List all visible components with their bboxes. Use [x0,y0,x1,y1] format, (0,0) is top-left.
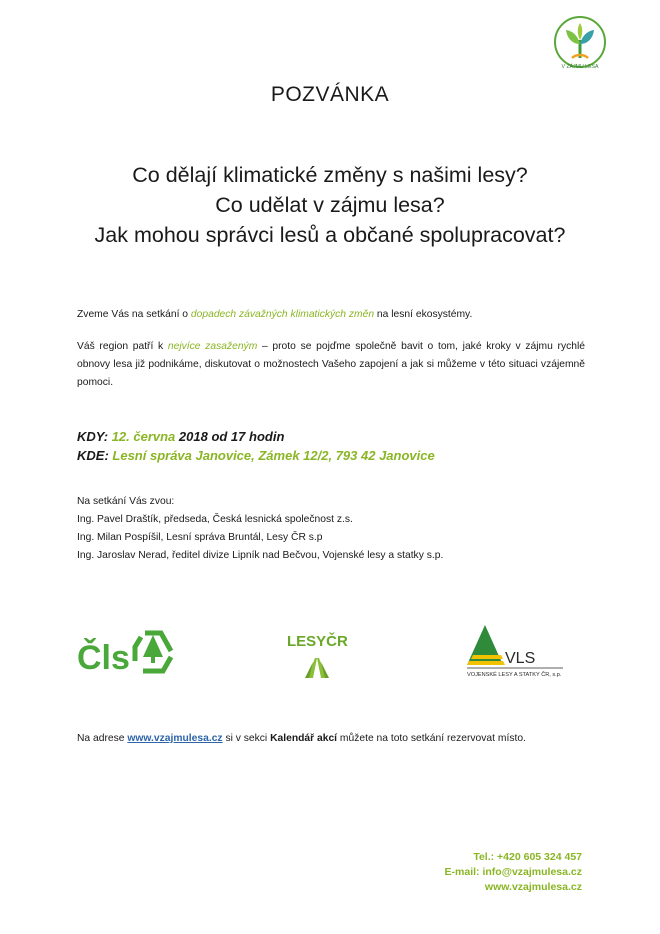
cls-logo [77,625,182,677]
svg-text:LESYČR: LESYČR [287,633,348,650]
invite-person: Ing. Jaroslav Nerad, ředitel divize Lipník nad Bečvou, Vojenské lesy a statky s.p. [77,550,444,561]
intro-text: Zveme Vás na setkání o dopadech závažných klimatických změn na lesní ekosystémy. [77,309,473,320]
lesy-cr-logo [287,628,357,680]
v-zajmu-lesa-logo [552,14,608,70]
contact-email[interactable]: E-mail: info@vzajmulesa.cz [444,866,582,878]
website-link[interactable]: www.vzajmulesa.cz [127,733,223,744]
intro-highlight: dopadech závažných klimatických změn [190,309,375,320]
question-line: Co dělají klimatické změny s našimi lesy? [132,163,528,187]
event-place: Lesní správa Janovice, Zámek 12/2, 793 42 Janovice [112,448,435,463]
event-when: KDY: 12. června 2018 od 17 hodin [77,429,285,444]
calendar-section: Kalendář akcí [270,733,338,744]
event-date: 12. června [111,429,176,444]
question-line: Jak mohou správci lesů a občané spolupracovat? [94,223,566,247]
invite-person: Ing. Pavel Draštík, předseda, Česká lesnická společnost z.s. [77,514,353,525]
svg-text:Čls: Čls [77,639,130,677]
svg-text:VLS: VLS [505,650,536,667]
svg-text:VOJENSKÉ LESY A STATKY ČR, s.p: VOJENSKÉ LESY A STATKY ČR, s.p. [467,672,562,678]
event-where: KDE: Lesní správa Janovice, Zámek 12/2, 793 42 Janovice [77,448,435,463]
logo-text: V ZÁJMU LESA [561,64,599,70]
invite-person: Ing. Milan Pospíšil, Lesní správa Bruntál, Lesy ČR s.p [77,532,323,543]
contact-phone: Tel.: +420 605 324 457 [473,851,582,863]
region-highlight: nejvíce zasaženým [167,341,258,352]
contact-web[interactable]: www.vzajmulesa.cz [484,881,582,893]
contact-block [380,850,582,895]
page-title: POZVÁNKA [270,83,390,106]
question-line: Co udělat v zájmu lesa? [215,193,445,217]
invites-heading: Na setkání Vás zvou: [77,496,175,507]
region-paragraph: Váš region patří k nejvíce zasaženým – proto se pojďme společně bavit o tom, jaké kroky v zájmu rychlé obnovy lesa již podnikáme, diskutovat o možnostech Vašeho zapojení a jak si můžeme v této situaci vzájemně pomoci. [77,341,586,388]
booking-text: Na adrese www.vzajmulesa.cz si v sekci Kalendář akcí můžete na toto setkání rezervovat místo. [77,733,526,744]
vls-logo [465,623,590,683]
questions-block [0,160,660,250]
event-details [77,427,435,465]
invites-block [77,493,597,565]
